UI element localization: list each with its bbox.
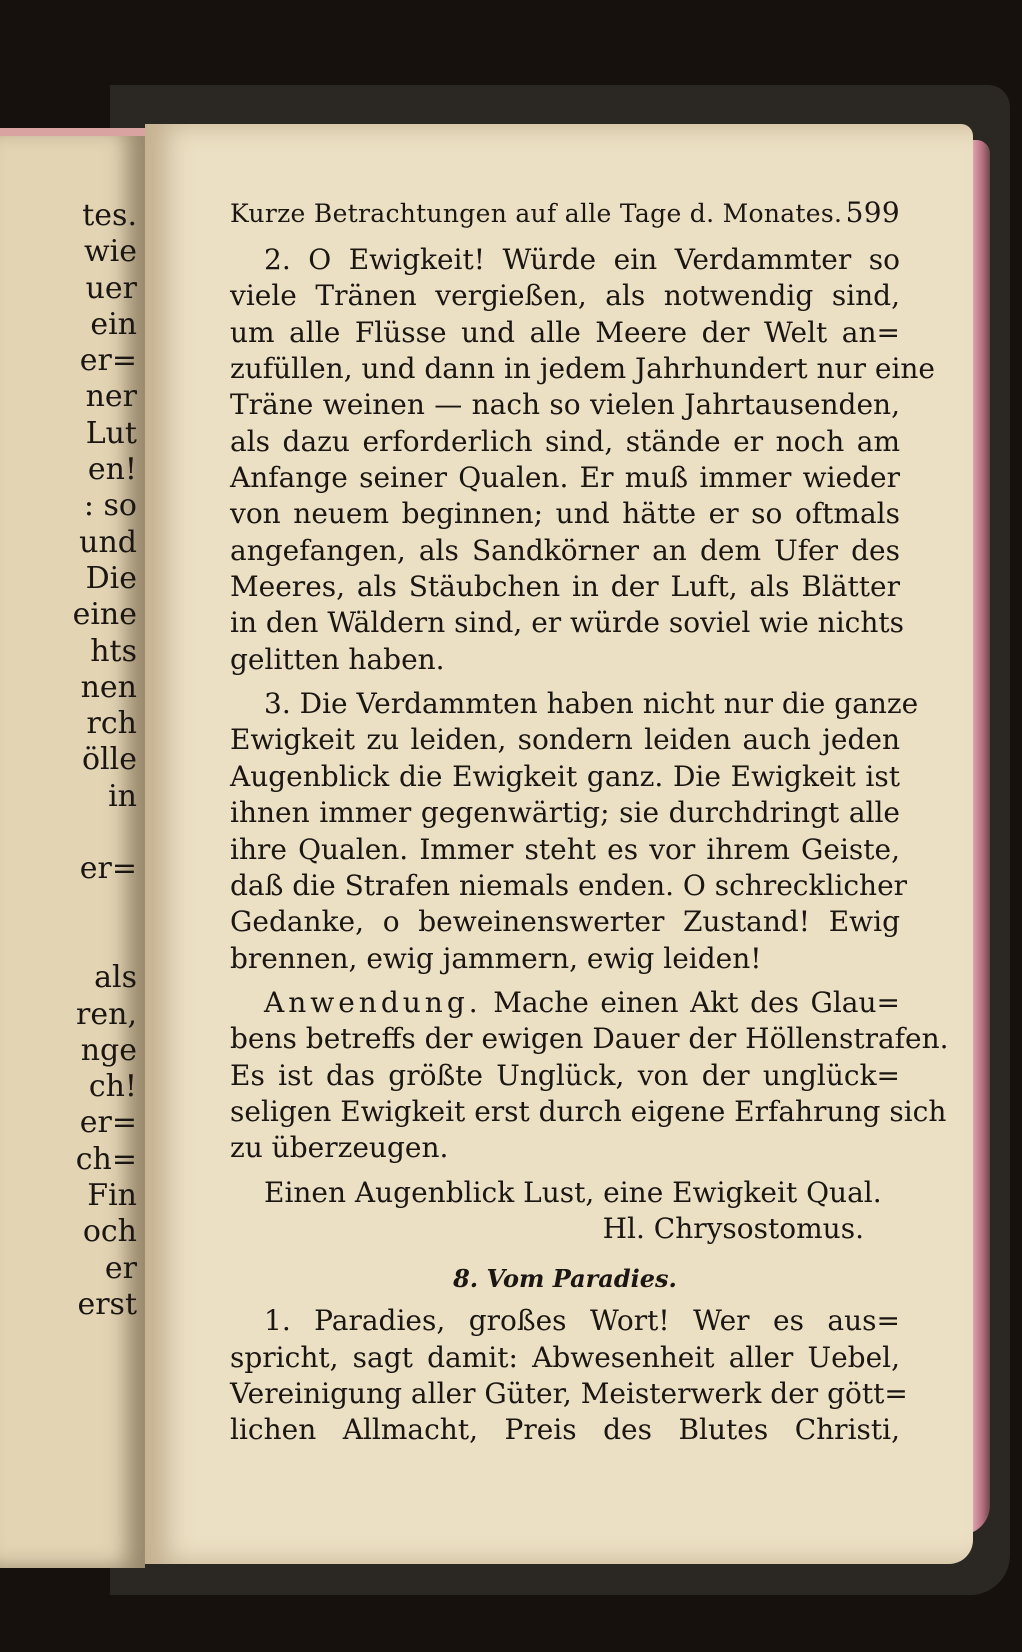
text-line: Augenblick die Ewigkeit ganz. Die Ewigkeit ist [230, 759, 900, 793]
running-head-title: Kurze Betrachtungen auf alle Tage d. Monates. [230, 199, 843, 228]
left-page-fragment: en! [87, 452, 137, 488]
text-line: lichen Allmacht, Preis des Blutes Christi, [230, 1413, 900, 1447]
text-line: seligen Ewigkeit erst durch eigene Erfahrung sich [230, 1094, 947, 1128]
text-line: bens betreffs der ewigen Dauer der Höllenstrafen. [230, 1022, 949, 1056]
left-page-fragment: ein [90, 306, 137, 342]
left-page-fragment [73, 815, 137, 851]
text-line: Meeres, als Stäubchen in der Luft, als Blätter [230, 570, 900, 604]
text-line: Ewigkeit zu leiden, sondern leiden auch jeden [230, 723, 900, 757]
application-first-line: Anwendung. Mache einen Akt des Glau= [264, 985, 900, 1019]
text-line: zufüllen, und dann in jedem Jahrhundert nur eine [230, 352, 936, 386]
left-page-fragment: ch= [75, 1141, 137, 1177]
left-page-fragment: ren, [76, 996, 137, 1032]
text-line: ihnen immer gegenwärtig; sie durchdringt alle [230, 796, 900, 830]
running-head [230, 196, 900, 242]
left-page-fragment: hts [90, 633, 137, 669]
application-label: Anwendung. [264, 985, 482, 1019]
left-page-fragment: wie [83, 234, 137, 270]
left-page-fragment: er= [79, 343, 137, 379]
text-line: Gedanke, o beweinenswerter Zustand! Ewig [230, 905, 900, 939]
left-page-fragment: ner [85, 379, 137, 415]
text-line: Träne weinen — nach so vielen Jahrtausenden, [230, 388, 900, 422]
section-paragraph [230, 1303, 908, 1448]
left-page-fragment: er= [79, 851, 137, 887]
left-page-fragment: erst [77, 1286, 137, 1322]
text-line: ihre Qualen. Immer steht es vor ihrem Geiste, [230, 832, 900, 866]
text-line: 2. O Ewigkeit! Würde ein Verdammter so [264, 243, 900, 276]
paragraph-2 [230, 242, 936, 678]
text-line: in den Wäldern sind, er würde soviel wie nichts [230, 606, 904, 640]
application-lines [230, 1021, 949, 1166]
text-line: spricht, sagt damit: Abwesenheit aller Uebel, [230, 1340, 900, 1374]
text-line: von neuem beginnen; und hätte er so oftmals [230, 497, 900, 531]
left-page-fragment: och [82, 1214, 137, 1250]
text-line: angefangen, als Sandkörner an dem Ufer des [230, 533, 900, 567]
left-page-fragment: nge [80, 1032, 137, 1068]
text-line: Es ist das größte Unglück, von der unglück= [230, 1058, 900, 1092]
right-page [145, 124, 973, 1564]
left-page-fragment: Lut [85, 415, 137, 451]
left-page-fragment: tes. [82, 198, 137, 233]
text-line: daß die Strafen niemals enden. O schrecklicher [230, 868, 908, 902]
text-line: Anfange seiner Qualen. Er muß immer wieder [230, 461, 900, 495]
left-page [0, 128, 145, 1568]
left-page-fragment: nen [80, 669, 137, 705]
left-page-fragment [73, 924, 137, 960]
left-page-fragment: er= [79, 1105, 137, 1141]
section-title: 8. Vom Paradies. [453, 1264, 677, 1294]
left-page-fragment [73, 888, 137, 924]
text-line: viele Tränen vergießen, als notwendig sind, [230, 279, 900, 313]
paragraph-3 [230, 686, 919, 977]
text-line: 3. Die Verdammten haben nicht nur die ganze [264, 687, 919, 721]
text-line: 1. Paradies, großes Wort! Wer es aus= [264, 1304, 900, 1338]
text-line: Vereinigung aller Güter, Meisterwerk der gött= [230, 1376, 908, 1410]
left-page-fragment: er [104, 1250, 137, 1286]
left-page-fragment: uer [85, 270, 137, 306]
application-paragraph [230, 985, 949, 1167]
text-line: um alle Flüsse und alle Meere der Welt an= [230, 315, 900, 349]
left-page-fragment: als [94, 960, 137, 996]
left-page-fragment: ch! [88, 1069, 137, 1105]
left-page-fragment: Fin [87, 1178, 137, 1214]
page-body [230, 196, 949, 1449]
left-page-text-fragments [73, 198, 137, 1323]
text-line: als dazu erforderlich sind, stände er noch am [230, 424, 900, 458]
left-page-fragment: : so [83, 488, 137, 524]
left-page-fragment: eine [72, 597, 137, 633]
page-number: 599 [845, 196, 900, 229]
left-page-fragment: in [108, 778, 137, 814]
left-page-fragment: Die [85, 560, 137, 596]
text-line: zu überzeugen. [230, 1131, 449, 1165]
left-page-fragment: ölle [81, 742, 137, 778]
left-page-fragment: rch [86, 706, 137, 742]
quote-text: Einen Augenblick Lust, eine Ewigkeit Qual. [264, 1175, 882, 1209]
quote-author: Hl. Chrysostomus. [602, 1211, 864, 1245]
text-line: brennen, ewig jammern, ewig leiden! [230, 941, 762, 975]
left-page-edge-stripe [0, 128, 145, 136]
left-page-fragment: und [79, 524, 137, 560]
text-line: gelitten haben. [230, 642, 445, 676]
